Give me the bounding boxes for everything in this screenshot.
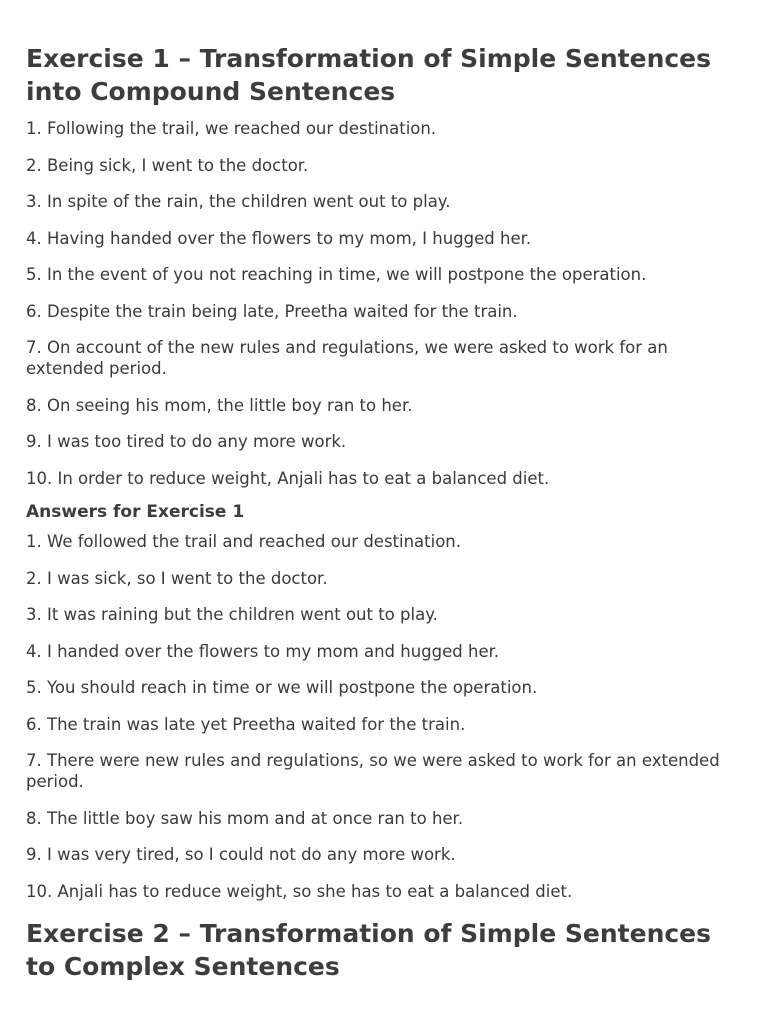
exercise-1-questions bbox=[26, 118, 742, 489]
answers-heading: Answers for Exercise 1 bbox=[26, 502, 245, 522]
answer-item: 2. I was sick, so I went to the doctor. bbox=[26, 568, 328, 588]
answer-item: 7. There were new rules and regulations, so we were asked to work for an extended period. bbox=[26, 751, 720, 791]
answer-item: 9. I was very tired, so I could not do any more work. bbox=[26, 845, 456, 864]
question-item: 7. On account of the new rules and regulations, we were asked to work for an extended period. bbox=[26, 338, 668, 378]
question-item: 9. I was too tired to do any more work. bbox=[26, 432, 347, 451]
answer-item: 3. It was raining but the children went out to play. bbox=[26, 605, 438, 624]
exercise-1-answers bbox=[26, 531, 742, 902]
answer-item: 5. You should reach in time or we will postpone the operation. bbox=[26, 678, 538, 697]
exercise-1-title: Exercise 1 – Transformation of Simple Sentences into Compound Sentences bbox=[26, 44, 712, 106]
question-item: 10. In order to reduce weight, Anjali has to eat a balanced diet. bbox=[26, 468, 550, 488]
question-item: 8. On seeing his mom, the little boy ran to her. bbox=[26, 395, 413, 415]
question-item: 2. Being sick, I went to the doctor. bbox=[26, 155, 309, 175]
question-item: 3. In spite of the rain, the children went out to play. bbox=[26, 192, 451, 211]
question-item: 5. In the event of you not reaching in time, we will postpone the operation. bbox=[26, 265, 647, 284]
question-item: 6. Despite the train being late, Preetha waited for the train. bbox=[26, 301, 518, 321]
answer-item: 4. I handed over the flowers to my mom and hugged her. bbox=[26, 641, 500, 661]
answer-item: 6. The train was late yet Preetha waited for the train. bbox=[26, 714, 466, 734]
answer-item: 10. Anjali has to reduce weight, so she has to eat a balanced diet. bbox=[26, 881, 573, 901]
question-item: 4. Having handed over the flowers to my mom, I hugged her. bbox=[26, 228, 532, 248]
exercise-2-title: Exercise 2 – Transformation of Simple Sentences to Complex Sentences bbox=[26, 919, 712, 981]
answer-item: 1. We followed the trail and reached our destination. bbox=[26, 532, 462, 551]
question-item: 1. Following the trail, we reached our destination. bbox=[26, 119, 437, 138]
answer-item: 8. The little boy saw his mom and at once ran to her. bbox=[26, 808, 464, 828]
